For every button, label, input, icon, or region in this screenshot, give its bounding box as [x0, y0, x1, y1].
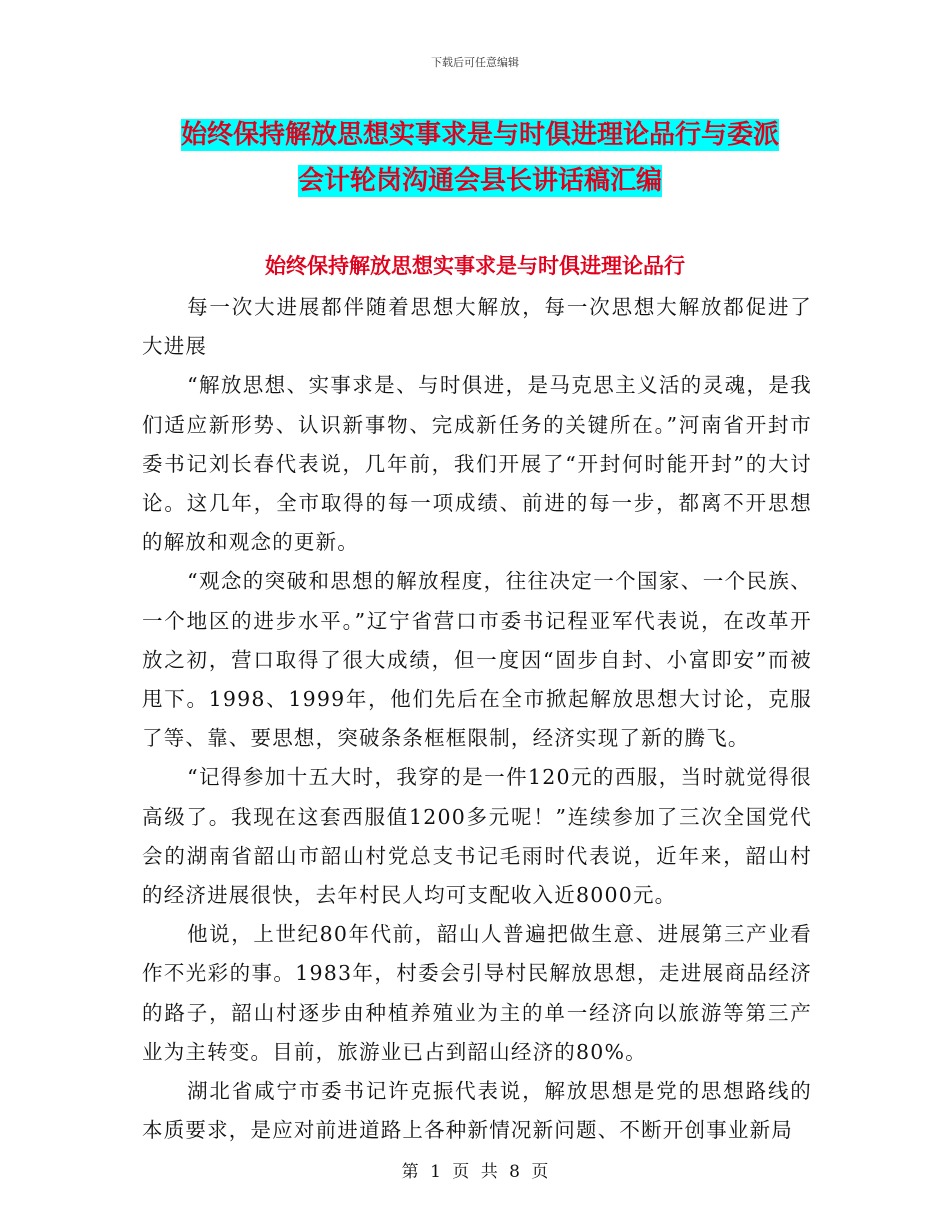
- paragraph: “解放思想、实事求是、与时俱进，是马克思主义活的灵魂，是我们适应新形势、认识新事物、完成新任务的关键所在。”河南省开封市委书记刘长春代表说，几年前，我们开展了“开封何时能开封”的大讨论。这几年，全市取得的每一项成绩、前进的每一步，都离不开思想的解放和观念的更新。: [142, 373, 812, 555]
- body-text: [142, 288, 812, 1150]
- paragraph: “记得参加十五大时，我穿的是一件120元的西服，当时就觉得很高级了。我现在这套西服值1200多元呢！”连续参加了三次全国党代会的湖南省韶山市韶山村党总支书记毛雨时代表说，近年来，韶山村的经济进展很快，去年村民人均可支配收入近8000元。: [142, 765, 812, 908]
- paragraph: 他说，上世纪80年代前，韶山人普遍把做生意、进展第三产业看作不光彩的事。1983年，村委会引导村民解放思想，走进展商品经济的路子，韶山村逐步由种植养殖业为主的单一经济向以旅游等第三产业为主转变。目前，旅游业已占到韶山经济的80%。: [142, 922, 812, 1064]
- section-title: 始终保持解放思想实事求是与时俱进理论品行: [265, 254, 685, 278]
- page-footer: 第 1 页 共 8 页: [401, 1162, 549, 1182]
- paragraph: 湖北省咸宁市委书记许克振代表说，解放思想是党的思想路线的本质要求，是应对前进道路上各种新情况新问题、不断开创事业新局: [142, 1079, 812, 1143]
- paragraph: “观念的突破和思想的解放程度，往往决定一个国家、一个民族、一个地区的进步水平。”辽宁省营口市委书记程亚军代表说，在改革开放之初，营口取得了很大成绩，但一度因“固步自封、小富即安”而被甩下。1998、1999年，他们先后在全市掀起解放思想大讨论，克服了等、靠、要思想，突破条条框框限制，经济实现了新的腾飞。: [142, 569, 812, 751]
- page-header-note: 下载后可任意编辑: [431, 56, 519, 69]
- document-title-line-2: 会计轮岗沟通会县长讲话稿汇编: [297, 166, 662, 196]
- document-title-line-1: 始终保持解放思想实事求是与时俱进理论品行与委派: [180, 120, 779, 150]
- paragraph: 每一次大进展都伴随着思想大解放，每一次思想大解放都促进了大进展: [142, 295, 812, 359]
- document-title: [150, 112, 810, 204]
